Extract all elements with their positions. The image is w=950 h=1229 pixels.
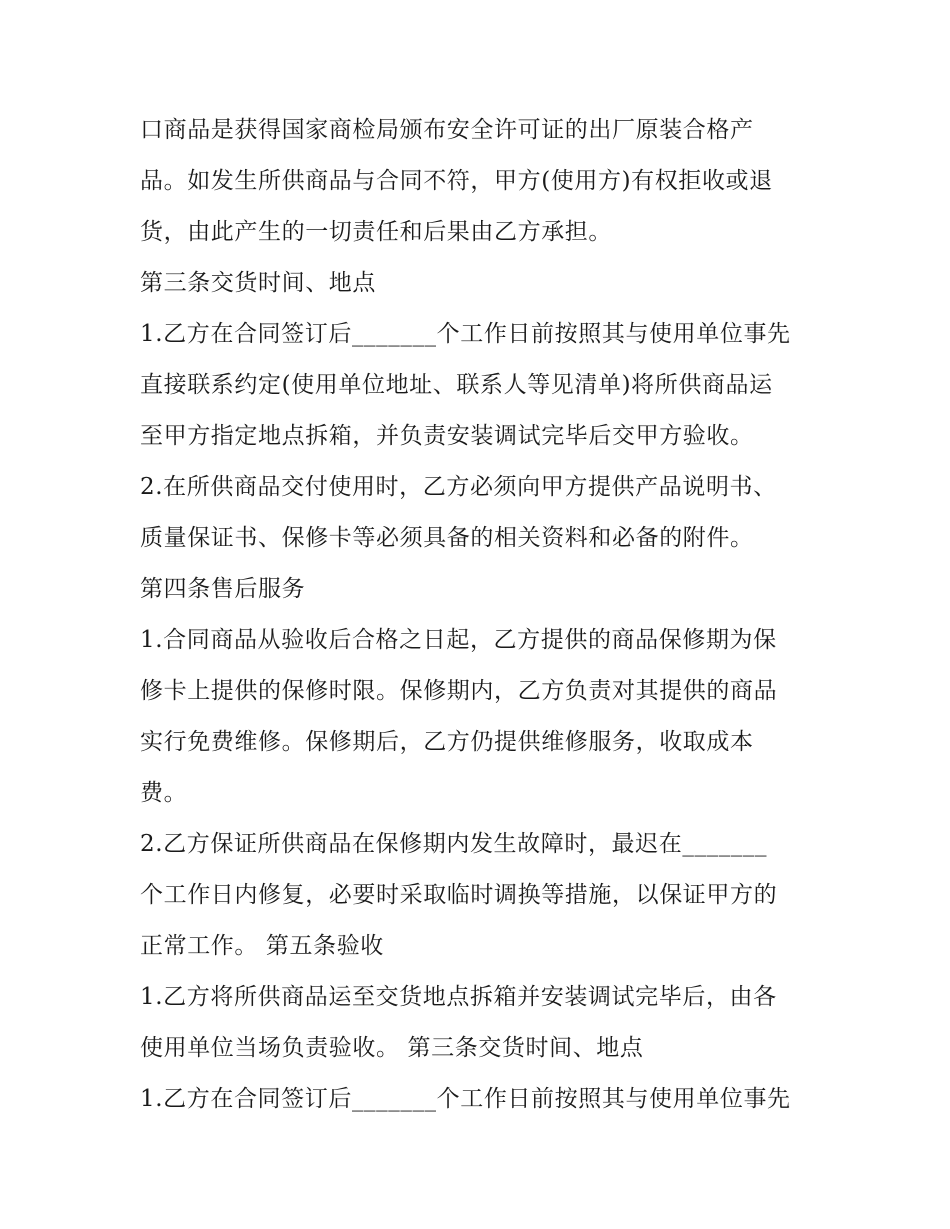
text-line: 实行免费维修。保修期后，乙方仍提供维修服务，收取成本 <box>140 729 754 755</box>
text-line: 至甲方指定地点拆箱，并负责安装调试完毕后交甲方验收。 <box>140 423 754 449</box>
text-line: 口商品是获得国家商检局颁布安全许可证的出厂原装合格产 <box>140 117 754 143</box>
text-line: 使用单位当场负责验收。 第三条交货时间、地点 <box>140 1035 644 1061</box>
text-line: 费。 <box>140 780 188 806</box>
text-line: 1.乙方在合同签订后_______个工作日前按照其与使用单位事先 <box>140 321 791 347</box>
text-line: 2.在所供商品交付使用时，乙方必须向甲方提供产品说明书、 <box>140 474 777 500</box>
section-heading: 第三条交货时间、地点 <box>140 270 376 296</box>
text-line: 正常工作。 第五条验收 <box>140 933 384 959</box>
text-line: 1.乙方将所供商品运至交货地点拆箱并安装调试完毕后，由各 <box>140 984 777 1010</box>
text-line: 修卡上提供的保修时限。保修期内，乙方负责对其提供的商品 <box>140 678 778 704</box>
text-line: 品。如发生所供商品与合同不符，甲方(使用方)有权拒收或退 <box>140 168 773 194</box>
text-line: 1.合同商品从验收后合格之日起，乙方提供的商品保修期为保 <box>140 627 777 653</box>
text-line: 货，由此产生的一切责任和后果由乙方承担。 <box>140 219 612 245</box>
text-line: 直接联系约定(使用单位地址、联系人等见清单)将所供商品运 <box>140 372 773 398</box>
text-line: 1.乙方在合同签订后_______个工作日前按照其与使用单位事先 <box>140 1086 791 1112</box>
text-line: 2.乙方保证所供商品在保修期内发生故障时，最迟在_______ <box>140 831 768 857</box>
section-heading: 第四条售后服务 <box>140 576 306 602</box>
text-line: 个工作日内修复，必要时采取临时调换等措施，以保证甲方的 <box>140 882 778 908</box>
text-line: 质量保证书、保修卡等必须具备的相关资料和必备的附件。 <box>140 525 754 551</box>
